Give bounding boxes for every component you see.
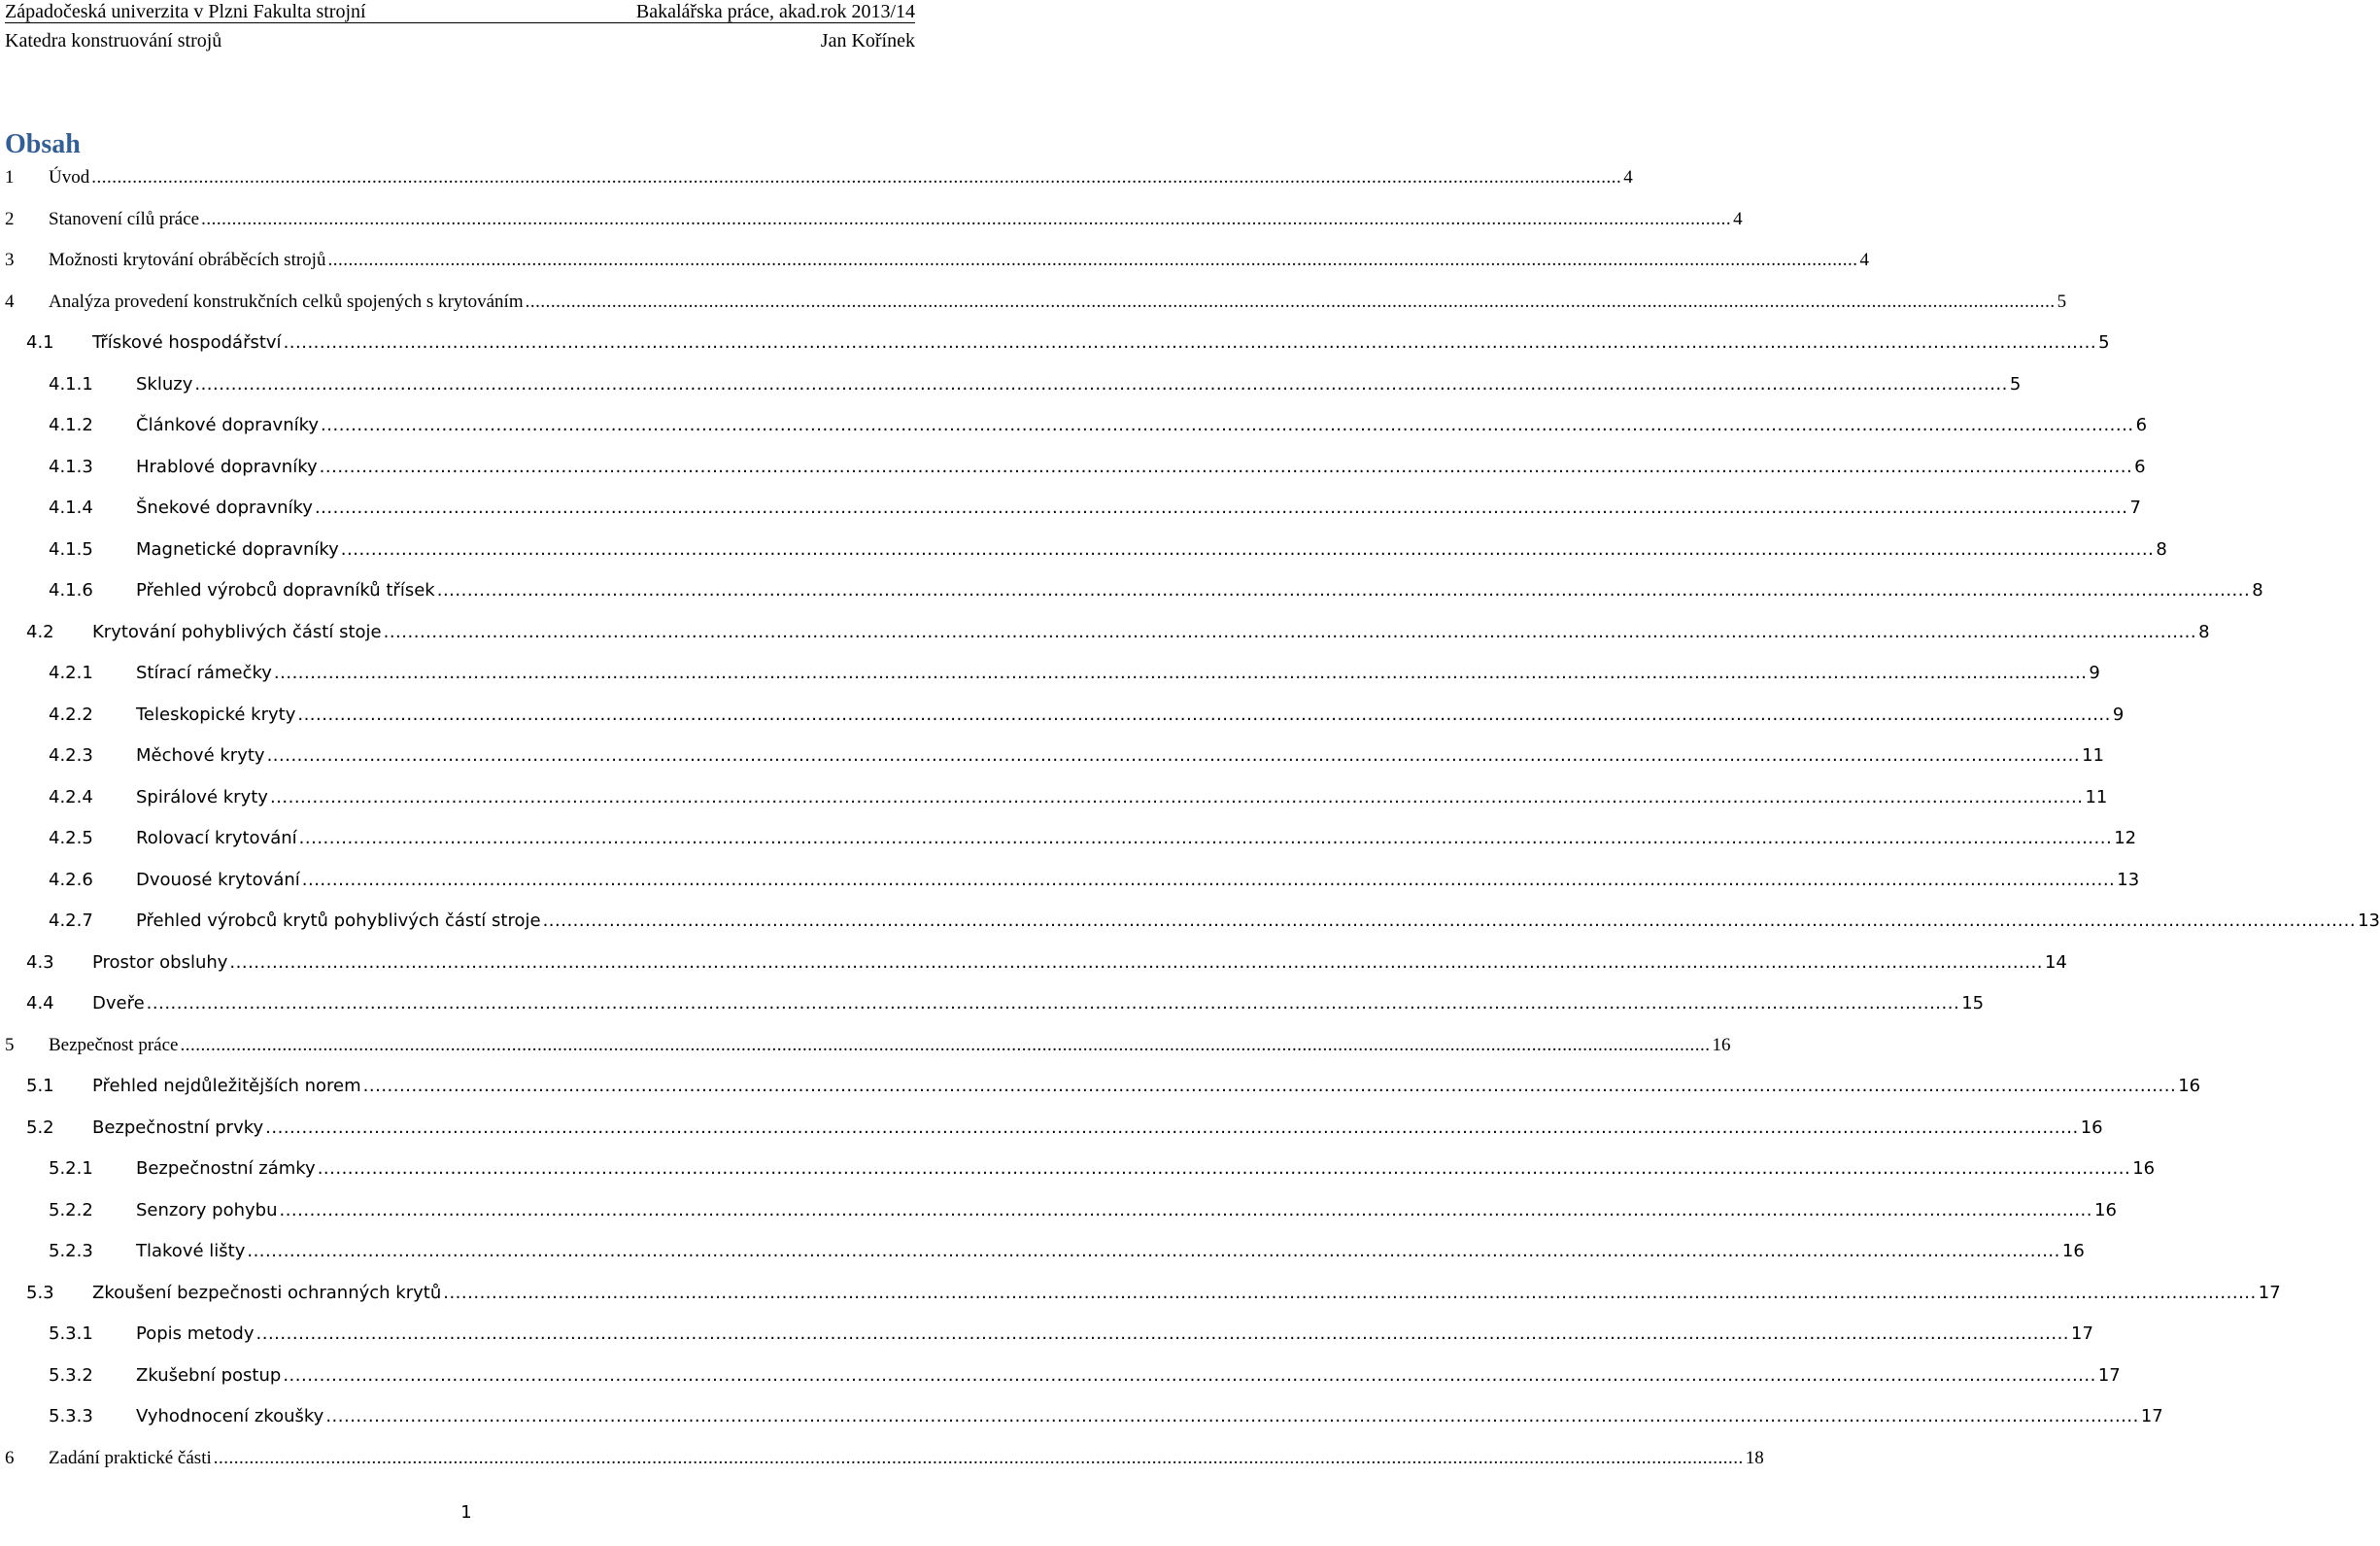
header-bottom-row bbox=[5, 29, 915, 52]
toc-entry-page: 5 bbox=[2098, 332, 2110, 353]
header-department: Katedra konstruování strojů bbox=[5, 30, 222, 52]
toc-leader-dots: ............................................................................................................................................................................................................................................................................................................ bbox=[321, 415, 2134, 435]
toc-leader-dots: ............................................................................................................................................................................................................................................................................................................ bbox=[283, 1364, 2096, 1386]
toc-leader-dots: ............................................................................................................................................................................................................................................................................................................ bbox=[325, 1406, 2139, 1426]
toc-entry-page: 4 bbox=[1859, 250, 1869, 270]
toc-leader-dots: ............................................................................................................................................................................................................................................................................................................ bbox=[266, 745, 2081, 766]
toc-entry-title: Článkové dopravníky bbox=[136, 415, 320, 435]
toc-entry-page: 13 bbox=[2117, 869, 2140, 890]
toc-entry-title: Analýza provedení konstrukčních celků spojených s krytováním bbox=[49, 291, 524, 312]
header-university: Západočeská univerzita v Plzni Fakulta strojní bbox=[5, 1, 366, 22]
toc-entry-number: 4.4 bbox=[26, 993, 54, 1013]
toc-entry-page: 9 bbox=[2112, 704, 2125, 725]
toc-entry-page: 6 bbox=[2134, 456, 2146, 477]
toc-leader-dots: ............................................................................................................................................................................................................................................................................................................ bbox=[273, 663, 2088, 683]
toc-entry[interactable] bbox=[5, 415, 2148, 444]
toc-entry-title: Dveře bbox=[92, 993, 145, 1013]
toc-entry-page: 8 bbox=[2252, 580, 2263, 601]
toc-entry-title: Spirálové kryty bbox=[136, 786, 268, 807]
toc-leader-dots: ............................................................................................................................................................................................................................................................................................................ bbox=[265, 1117, 2079, 1138]
header-divider bbox=[5, 22, 915, 23]
toc-entry-page: 17 bbox=[2258, 1282, 2281, 1303]
toc-entry-page: 16 bbox=[2178, 1076, 2201, 1096]
toc-entry-title: Měchové kryty bbox=[136, 745, 265, 766]
toc-entry[interactable] bbox=[5, 1241, 2085, 1270]
toc-leader-dots: ............................................................................................................................................................................................................................................................................................................ bbox=[279, 1199, 2092, 1220]
toc-entry-number: 4.2.7 bbox=[49, 910, 93, 931]
toc-entry[interactable] bbox=[5, 1364, 2121, 1394]
toc-entry-number: 4.2.1 bbox=[49, 663, 93, 683]
toc-entry[interactable] bbox=[5, 498, 2141, 527]
toc-leader-dots: ............................................................................................................................................................................................................................................................................................................ bbox=[213, 1447, 1744, 1468]
toc-entry-number: 3 bbox=[5, 250, 15, 270]
toc-entry-number: 5.2.3 bbox=[49, 1241, 93, 1261]
toc-entry-title: Přehled výrobců krytů pohyblivých částí stroje bbox=[136, 910, 541, 931]
toc-entry-title: Teleskopické kryty bbox=[136, 704, 296, 725]
toc-entry-number: 6 bbox=[5, 1447, 15, 1468]
toc-leader-dots: ............................................................................................................................................................................................................................................................................................................ bbox=[194, 373, 2008, 395]
toc-leader-dots: ............................................................................................................................................................................................................................................................................................................ bbox=[340, 538, 2155, 560]
toc-entry-title: Zkušební postup bbox=[136, 1364, 282, 1386]
toc-entry-number: 5.1 bbox=[26, 1076, 54, 1096]
toc-entry-number: 4.2.6 bbox=[49, 869, 93, 890]
toc-leader-dots: ............................................................................................................................................................................................................................................................................................................ bbox=[297, 704, 2111, 725]
toc-entry-page: 12 bbox=[2114, 828, 2137, 848]
toc-entry-title: Tlakové lišty bbox=[136, 1241, 246, 1261]
toc-leader-dots: ............................................................................................................................................................................................................................................................................................................ bbox=[319, 456, 2133, 477]
toc-entry-title: Třískové hospodářství bbox=[92, 332, 282, 353]
toc-leader-dots: ............................................................................................................................................................................................................................................................................................................ bbox=[229, 951, 2043, 973]
toc-entry[interactable] bbox=[5, 621, 2210, 651]
toc-entry-title: Možnosti krytování obráběcích strojů bbox=[49, 250, 326, 270]
toc-entry[interactable] bbox=[5, 828, 2137, 857]
toc-leader-dots: ............................................................................................................................................................................................................................................................................................................ bbox=[146, 993, 1960, 1013]
toc-entry[interactable] bbox=[5, 208, 1743, 238]
toc-entry[interactable] bbox=[5, 332, 2110, 361]
toc-leader-dots: ............................................................................................................................................................................................................................................................................................................ bbox=[201, 208, 1732, 229]
toc-entry[interactable] bbox=[5, 250, 1869, 279]
toc-entry[interactable] bbox=[5, 1034, 1731, 1064]
toc-entry-number: 5 bbox=[5, 1034, 15, 1055]
toc-entry-number: 5.3.3 bbox=[49, 1406, 93, 1426]
toc-entry[interactable] bbox=[5, 1447, 1764, 1477]
toc-entry-page: 14 bbox=[2044, 951, 2067, 973]
toc-entry-page: 17 bbox=[2097, 1364, 2121, 1386]
toc-entry-number: 4.1.3 bbox=[49, 456, 93, 477]
toc-entry-number: 5.2 bbox=[26, 1117, 54, 1138]
toc-entry-title: Přehled nejdůležitějších norem bbox=[92, 1076, 361, 1096]
toc-entry[interactable] bbox=[5, 869, 2140, 899]
toc-entry-title: Bezpečnostní zámky bbox=[136, 1158, 316, 1179]
toc-entry-number: 5.3.1 bbox=[49, 1323, 93, 1344]
toc-leader-dots: ............................................................................................................................................................................................................................................................................................................ bbox=[436, 580, 2251, 601]
toc-entry-number: 4.1.2 bbox=[49, 415, 93, 435]
toc-entry-number: 4.2.4 bbox=[49, 786, 93, 807]
toc-entry-page: 5 bbox=[2009, 373, 2022, 395]
toc-entry-title: Prostor obsluhy bbox=[92, 951, 228, 973]
toc-entry-title: Šnekové dopravníky bbox=[136, 498, 313, 518]
toc-entry-page: 16 bbox=[2080, 1117, 2103, 1138]
toc-entry[interactable] bbox=[5, 1117, 2103, 1147]
toc-leader-dots: ............................................................................................................................................................................................................................................................................................................ bbox=[362, 1076, 2177, 1096]
toc-entry-number: 5.3.2 bbox=[49, 1364, 93, 1386]
toc-entry-page: 4 bbox=[1733, 208, 1743, 229]
toc-entry-number: 4.2 bbox=[26, 621, 54, 642]
toc-entry-page: 8 bbox=[2156, 538, 2167, 560]
toc-entry-page: 5 bbox=[2057, 291, 2067, 312]
toc-entry[interactable] bbox=[5, 167, 1633, 196]
toc-entry-title: Skluzy bbox=[136, 373, 193, 395]
toc-entry-title: Senzory pohybu bbox=[136, 1199, 278, 1220]
toc-entry[interactable] bbox=[5, 910, 2380, 940]
toc-entry-page: 17 bbox=[2140, 1406, 2163, 1426]
toc-entry[interactable] bbox=[5, 745, 2104, 774]
toc-entry-number: 5.3 bbox=[26, 1282, 54, 1303]
toc-entry[interactable] bbox=[5, 1282, 2281, 1312]
page-number: 1 bbox=[460, 1502, 472, 1523]
toc-entry-title: Dvouosé krytování bbox=[136, 869, 300, 890]
toc-entry-page: 11 bbox=[2085, 786, 2108, 807]
toc-entry-title: Bezpečnost práce bbox=[49, 1034, 179, 1055]
toc-entry-title: Magnetické dopravníky bbox=[136, 538, 339, 560]
toc-entry-title: Krytování pohyblivých částí stoje bbox=[92, 621, 382, 642]
toc-entry-page: 6 bbox=[2135, 415, 2148, 435]
toc-entry-page: 11 bbox=[2082, 745, 2104, 766]
toc-entry-title: Vyhodnocení zkoušky bbox=[136, 1406, 324, 1426]
toc-entry[interactable] bbox=[5, 1158, 2156, 1187]
toc-entry-number: 5.2.2 bbox=[49, 1199, 93, 1220]
toc-entry-title: Bezpečnostní prvky bbox=[92, 1117, 264, 1138]
toc-leader-dots: ............................................................................................................................................................................................................................................................................................................ bbox=[317, 1158, 2131, 1179]
toc-entry-title: Stírací rámečky bbox=[136, 663, 272, 683]
toc-entry-title: Zadání praktické části bbox=[49, 1447, 212, 1468]
toc-entry[interactable] bbox=[5, 580, 2263, 609]
toc-entry[interactable] bbox=[5, 456, 2146, 486]
toc-entry-page: 16 bbox=[2132, 1158, 2156, 1179]
toc-entry[interactable] bbox=[5, 538, 2167, 568]
toc-entry[interactable] bbox=[5, 1323, 2093, 1353]
toc-entry-page: 15 bbox=[1961, 993, 1985, 1013]
toc-leader-dots: ............................................................................................................................................................................................................................................................................................................ bbox=[443, 1282, 2257, 1303]
toc-entry[interactable] bbox=[5, 704, 2125, 734]
toc-entry-page: 4 bbox=[1623, 167, 1633, 188]
toc-entry-number: 4.1.4 bbox=[49, 498, 93, 518]
toc-entry-title: Stanovení cílů práce bbox=[49, 208, 200, 229]
toc-entry[interactable] bbox=[5, 1076, 2201, 1105]
toc-leader-dots: ............................................................................................................................................................................................................................................................................................................ bbox=[314, 498, 2128, 518]
toc-entry-title: Zkoušení bezpečnosti ochranných krytů bbox=[92, 1282, 442, 1303]
toc-entry-page: 18 bbox=[1745, 1447, 1764, 1468]
toc-entry-title: Přehled výrobců dopravníků třísek bbox=[136, 580, 435, 601]
toc-entry-number: 4.1.1 bbox=[49, 373, 93, 395]
header-thesis-type: Bakalářska práce, akad.rok 2013/14 bbox=[635, 1, 915, 22]
toc-leader-dots: ............................................................................................................................................................................................................................................................................................................ bbox=[542, 910, 2357, 931]
toc-leader-dots: ............................................................................................................................................................................................................................................................................................................ bbox=[383, 621, 2197, 642]
toc-leader-dots: ............................................................................................................................................................................................................................................................................................................ bbox=[301, 869, 2116, 890]
toc-entry[interactable] bbox=[5, 786, 2108, 816]
header-author: Jan Kořínek bbox=[820, 30, 915, 52]
toc-entry-number: 4.2.3 bbox=[49, 745, 93, 766]
toc-entry-title: Hrablové dopravníky bbox=[136, 456, 318, 477]
toc-leader-dots: ............................................................................................................................................................................................................................................................................................................ bbox=[283, 332, 2097, 353]
toc-entry-page: 7 bbox=[2129, 498, 2141, 518]
toc-entry[interactable] bbox=[5, 1406, 2163, 1435]
toc-entry-title: Popis metody bbox=[136, 1323, 255, 1344]
toc-entry-page: 16 bbox=[1712, 1034, 1731, 1055]
toc-leader-dots: ............................................................................................................................................................................................................................................................................................................ bbox=[247, 1241, 2060, 1261]
header-top-row bbox=[5, 0, 915, 23]
toc-entry-number: 1 bbox=[5, 167, 15, 188]
toc-entry-page: 9 bbox=[2089, 663, 2100, 683]
toc-entry-number: 5.2.1 bbox=[49, 1158, 93, 1179]
toc-leader-dots: ............................................................................................................................................................................................................................................................................................................ bbox=[255, 1323, 2070, 1344]
toc-entry[interactable] bbox=[5, 993, 1985, 1022]
toc-entry-number: 4 bbox=[5, 291, 15, 312]
toc-entry[interactable] bbox=[5, 663, 2100, 692]
toc-entry-number: 4.1 bbox=[26, 332, 54, 353]
toc-entry-title: Úvod bbox=[49, 167, 90, 188]
toc-entry[interactable] bbox=[5, 1199, 2117, 1229]
toc-entry-page: 16 bbox=[2094, 1199, 2117, 1220]
toc-entry[interactable] bbox=[5, 951, 2067, 981]
toc-title: Obsah bbox=[5, 129, 81, 159]
toc-entry-number: 2 bbox=[5, 208, 15, 229]
toc-entry-number: 4.1.5 bbox=[49, 538, 93, 560]
toc-entry-page: 13 bbox=[2358, 910, 2380, 931]
toc-leader-dots: ............................................................................................................................................................................................................................................................................................................ bbox=[525, 291, 2056, 312]
toc-leader-dots: ............................................................................................................................................................................................................................................................................................................ bbox=[91, 167, 1622, 188]
toc-leader-dots: ............................................................................................................................................................................................................................................................................................................ bbox=[180, 1034, 1711, 1055]
toc-entry-page: 17 bbox=[2071, 1323, 2093, 1344]
toc-entry-page: 8 bbox=[2198, 621, 2210, 642]
toc-entry-number: 4.3 bbox=[26, 951, 54, 973]
toc-entry-number: 4.2.2 bbox=[49, 704, 93, 725]
toc-entry-number: 4.1.6 bbox=[49, 580, 93, 601]
toc-entry-number: 4.2.5 bbox=[49, 828, 93, 848]
toc-entry-page: 16 bbox=[2061, 1241, 2085, 1261]
toc-entry-title: Rolovací krytování bbox=[136, 828, 297, 848]
toc-leader-dots: ............................................................................................................................................................................................................................................................................................................ bbox=[269, 786, 2084, 807]
toc-leader-dots: ............................................................................................................................................................................................................................................................................................................ bbox=[298, 828, 2113, 848]
toc-entry[interactable] bbox=[5, 291, 2067, 321]
toc-entry[interactable] bbox=[5, 373, 2022, 403]
toc-leader-dots: ............................................................................................................................................................................................................................................................................................................ bbox=[327, 250, 1858, 270]
